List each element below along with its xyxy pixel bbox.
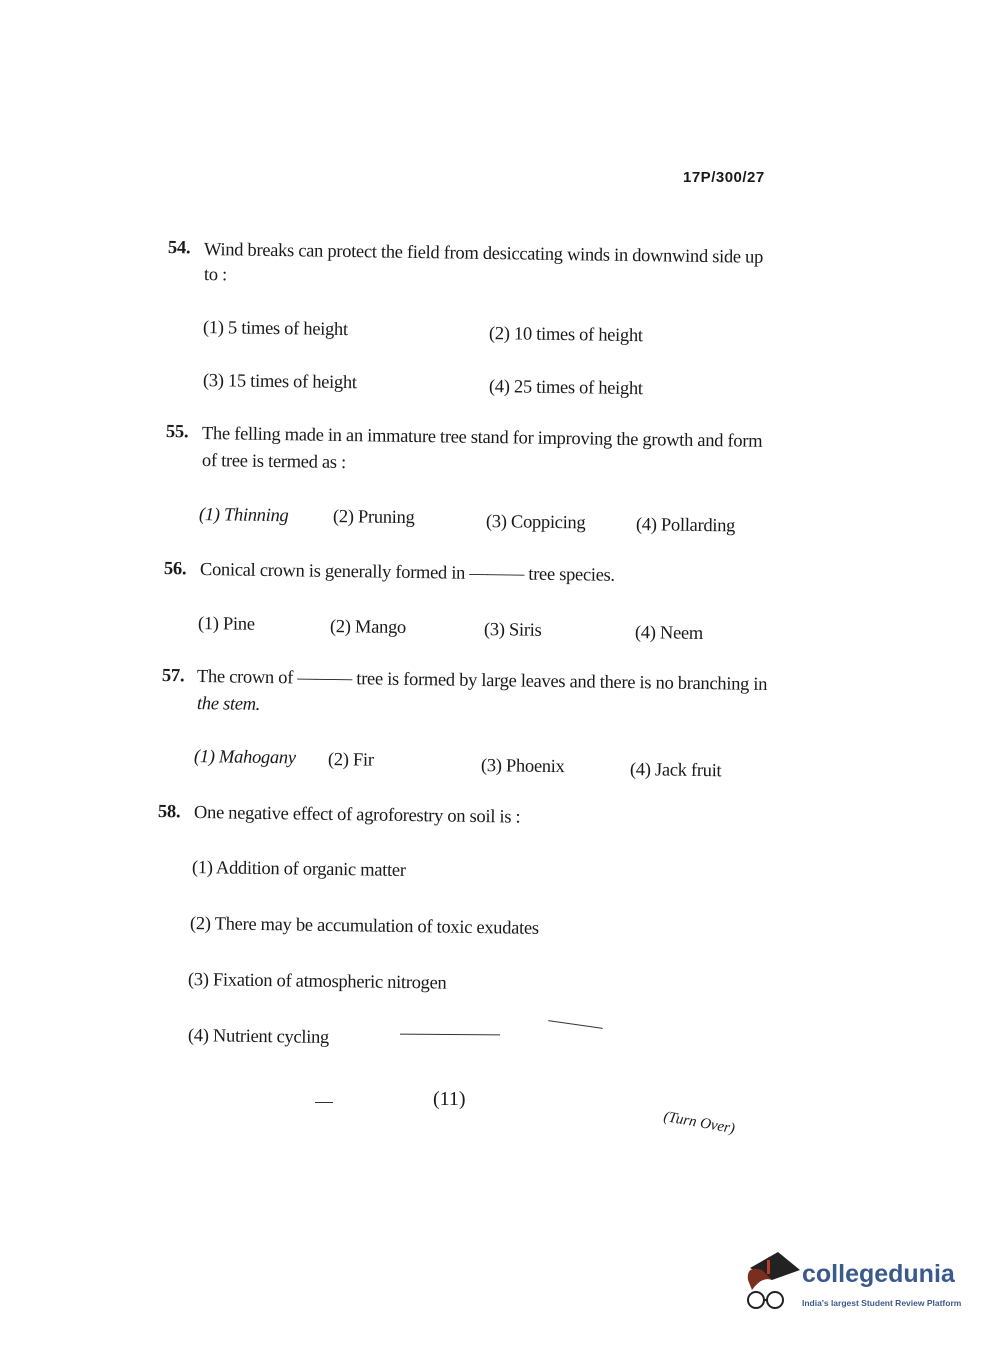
option-3: (3) 15 times of height [202,371,357,394]
page-number: (11) [433,1088,466,1110]
option-2: (2) 10 times of height [488,324,643,347]
option-4: (4) Pollarding [635,515,736,537]
option-3: (3) Phoenix [480,756,565,778]
question-number: 55. [165,422,189,443]
option-3: (3) Fixation of atmospheric nitrogen [187,970,447,994]
option-2: (2) Pruning [332,507,415,529]
option-3: (3) Siris [483,620,542,641]
option-1: (1) Thinning [198,505,289,527]
option-2: (2) Mango [329,617,407,639]
brand-name: collegedunia [802,1260,955,1288]
option-4: (4) Nutrient cycling [187,1026,330,1048]
question-text: The crown of ——— tree is formed by large leaves and there is no branching in [196,667,768,695]
option-1: (1) Addition of organic matter [191,858,406,881]
question-number: 56. [163,559,187,580]
question-number: 57. [161,666,185,687]
option-4: (4) 25 times of height [488,377,643,400]
question-text-cont: of tree is termed as : [201,451,347,474]
brand-tagline: India's largest Student Review Platform [802,1298,962,1308]
question-text-cont: to : [203,265,228,286]
question-text-cont: the stem. [196,694,261,715]
question-text: The felling made in an immature tree stand for improving the growth and form [201,424,763,452]
turn-over-note: (Turn Over) [662,1108,737,1138]
question-text: Conical crown is generally formed in ——— tree species. [199,560,615,586]
collegedunia-logo [742,1250,972,1320]
option-1: (1) 5 times of height [202,318,348,341]
scan-mark [548,1020,603,1029]
option-1: (1) Mahogany [193,747,296,769]
option-1: (1) Pine [197,614,255,635]
scan-mark [400,1034,500,1036]
question-text: One negative effect of agroforestry on soil is : [193,803,521,828]
paper-code: 17P/300/27 [683,169,765,186]
option-4: (4) Neem [634,623,704,644]
question-number: 58. [157,802,181,823]
option-2: (2) Fir [327,750,374,771]
scan-mark [315,1102,333,1103]
mascot-icon [742,1250,800,1320]
question-number: 54. [167,238,191,259]
option-2: (2) There may be accumulation of toxic exudates [189,914,539,939]
option-4: (4) Jack fruit [629,760,722,782]
question-text: Wind breaks can protect the field from desiccating winds in downwind side up [203,240,764,268]
option-3: (3) Coppicing [485,512,586,534]
